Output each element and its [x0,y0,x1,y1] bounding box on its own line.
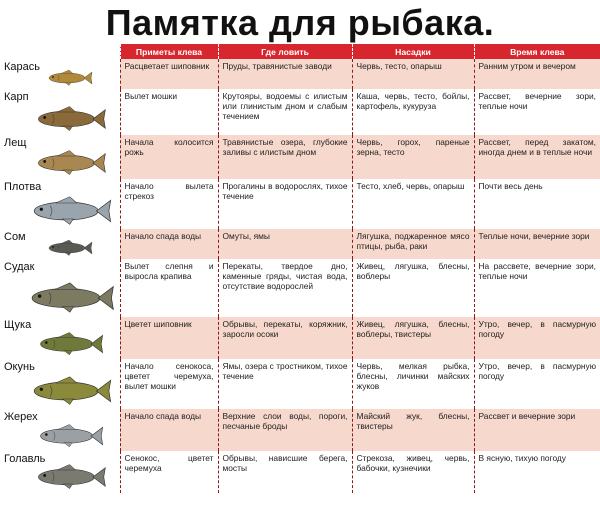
cell-time: Рассвет, перед закатом, иногда днем и в теплые ночи [474,135,600,179]
fish-illustration [18,105,118,133]
fish-cell [0,259,120,317]
table-row [0,229,600,259]
cell-signs: Начала колосится рожь [120,135,218,179]
table-row [0,135,600,179]
cell-bait: Майский жук, блесны, твистеры [352,409,474,451]
cell-where: Пруды, травянистые заводи [218,59,352,89]
cell-bait: Живец, лягушка, блесны, воблеры [352,259,474,317]
fish-cell [0,59,120,89]
cell-bait: Червь, мелкая рыбка, блесны, личинки майских жуков [352,359,474,409]
cell-signs: Вылет слепня и выросла крапива [120,259,218,317]
header-where: Где ловить [218,44,352,59]
cell-where: Прогалины в водорослях, тихое течение [218,179,352,229]
fish-illustration [18,281,118,315]
cell-signs: Начало сенокоса, цветет черемуха, вылет мошки [120,359,218,409]
fish-name: Плотва [4,181,42,193]
table-row [0,317,600,359]
cell-where: Омуты, ямы [218,229,352,259]
fish-illustration [18,331,118,357]
table-row [0,451,600,493]
table-row [0,409,600,451]
cell-bait: Стрекоза, живец, червь, бабочки, кузнечики [352,451,474,493]
cell-signs: Начало спада воды [120,229,218,259]
cell-signs: Начало спада воды [120,409,218,451]
cell-bait: Тесто, хлеб, червь, опарыш [352,179,474,229]
fish-cell [0,89,120,135]
table-row [0,59,600,89]
fish-illustration [18,463,118,491]
page-title: Памятка для рыбака. [105,2,495,43]
table-row [0,89,600,135]
fish-cell [0,179,120,229]
cell-signs: Начало вылета стрекоз [120,179,218,229]
fish-name: Сом [4,231,26,243]
fish-name: Карп [4,91,29,103]
cell-where: Верхние слои воды, пороги, песчаные броды [218,409,352,451]
cell-where: Перекаты, твердое дно, каменные гряды, чистая вода, отсутствие водорослей [218,259,352,317]
table-row [0,179,600,229]
cell-signs: Цветет шиповник [120,317,218,359]
fish-name: Лещ [4,137,27,149]
fish-cell [0,359,120,409]
cell-bait: Лягушка, поджаренное мясо птицы, рыба, раки [352,229,474,259]
fish-name: Голавль [4,453,46,465]
fish-illustration [18,239,118,257]
cell-where: Травянистые озера, глубокие заливы с илистым дном [218,135,352,179]
table-row [0,259,600,317]
cell-where: Обрывы, перекаты, коряжник, заросли осоки [218,317,352,359]
cell-time: Рассвет, вечерние зори, теплые ночи [474,89,600,135]
header-signs: Приметы клева [120,44,218,59]
fish-name: Жерех [4,411,38,423]
fish-illustration [18,149,118,177]
table-header-row [0,44,600,59]
cell-time: На рассвете, вечерние зори, теплые ночи [474,259,600,317]
cell-signs: Вылет мошки [120,89,218,135]
fish-name: Карась [4,61,40,73]
fish-cell [0,229,120,259]
cell-where: Ямы, озера с тростником, тихое течение [218,359,352,409]
cell-time: Утро, вечер, в пасмурную погоду [474,359,600,409]
fish-cell [0,135,120,179]
cell-bait: Червь, горох, пареные зерна, тесто [352,135,474,179]
fish-cell [0,409,120,451]
cell-time: Рассвет и вечерние зори [474,409,600,451]
cell-where: Крутояры, водоемы с илистым или глинистым дном и слабым течением [218,89,352,135]
fish-illustration [18,195,118,227]
fish-illustration [18,69,118,87]
cell-bait: Живец, лягушка, блесны, воблеры, твистеры [352,317,474,359]
table-row [0,359,600,409]
table-body [0,59,600,493]
header-bait: Насадки [352,44,474,59]
cell-bait: Каша, червь, тесто, бойлы, картофель, кукуруза [352,89,474,135]
fish-name: Судак [4,261,35,273]
header-time: Время клева [474,44,600,59]
fishing-table [0,44,600,493]
cell-time: Теплые ночи, вечерние зори [474,229,600,259]
fish-name: Окунь [4,361,35,373]
cell-bait: Червь, тесто, опарыш [352,59,474,89]
fish-illustration [18,423,118,449]
cell-time: Почти весь день [474,179,600,229]
cell-time: Ранним утром и вечером [474,59,600,89]
fish-name: Щука [4,319,32,331]
fish-illustration [18,375,118,407]
fish-cell [0,451,120,493]
cell-time: В ясную, тихую погоду [474,451,600,493]
fish-cell [0,317,120,359]
cell-signs: Расцветает шиповник [120,59,218,89]
cell-signs: Сенокос, цветет черемуха [120,451,218,493]
header-corner [0,44,120,59]
cell-time: Утро, вечер, в пасмурную погоду [474,317,600,359]
cell-where: Обрывы, нависшие берега, мосты [218,451,352,493]
